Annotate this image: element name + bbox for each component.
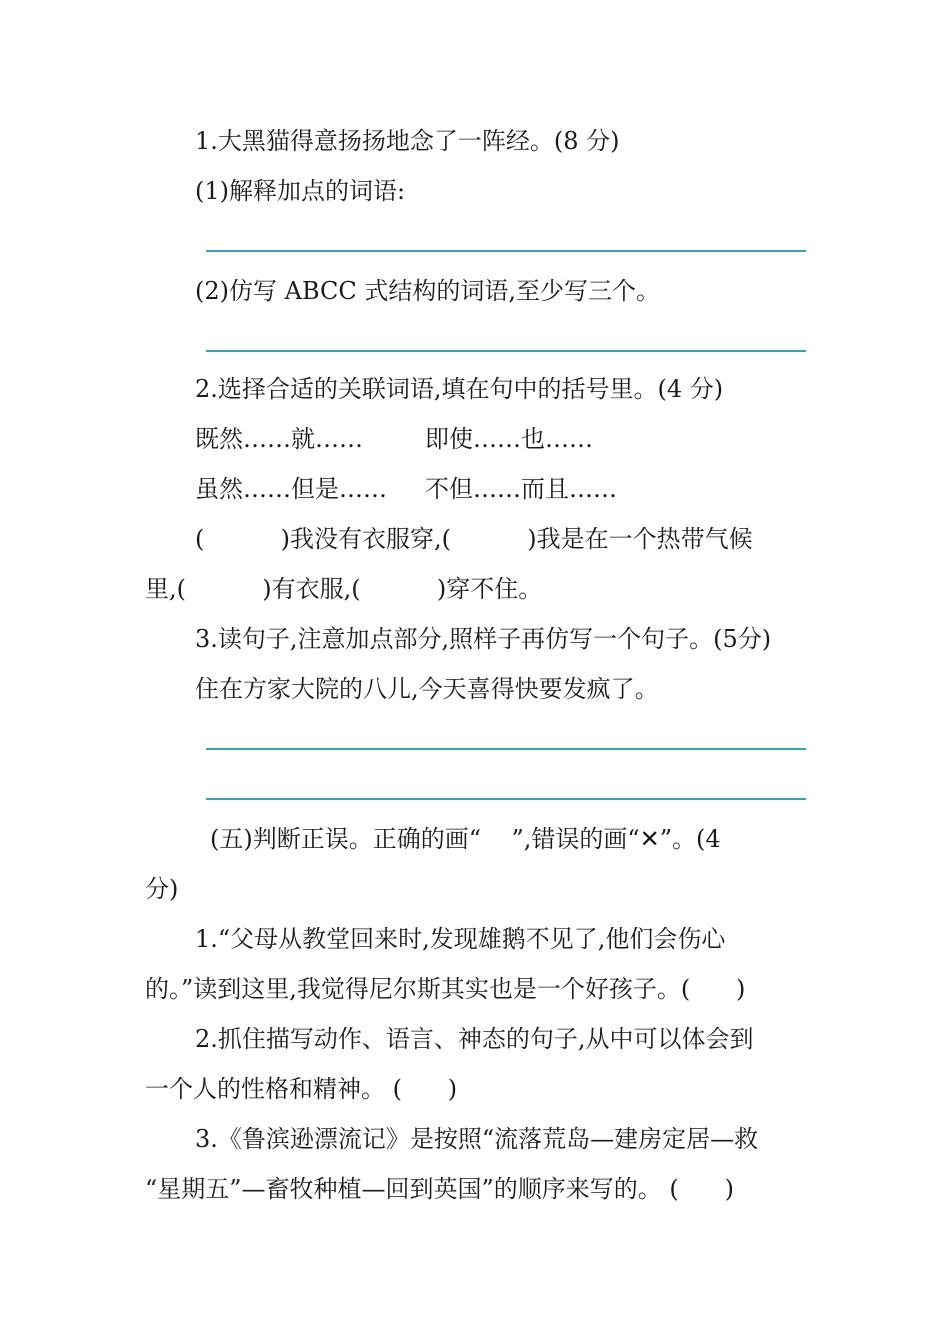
judge-item: 一个人的性格和精神。 ( ) [145,1075,458,1103]
judge-item: 3.《鲁滨逊漂流记》是按照“流落荒岛—建房定居—救 [195,1125,759,1153]
section5-title: 分) [145,875,179,903]
q3-title: 3.读句子,注意加点部分,照样子再仿写一个句子。(5分) [195,625,772,653]
answer-line[interactable] [206,350,806,352]
q2-sentence: ( )我没有衣服穿,( )我是在一个热带气候 [195,525,753,553]
judge-item: 2.抓住描写动作、语言、神态的句子,从中可以体会到 [195,1025,754,1053]
judge-item: 1.“父母从教堂回来时,发现雄鹅不见了,他们会伤心 [195,925,726,953]
q2-option: 虽然……但是…… [195,475,387,503]
answer-line[interactable] [206,798,806,800]
q2-option: 不但……而且…… [425,475,617,503]
q2-option: 既然……就…… [195,425,363,453]
section5-title: (五)判断正误。正确的画“ ”,错误的画“✕”。(4 [210,825,721,853]
answer-line[interactable] [206,748,806,750]
q2-sentence: 里,( )有衣服,( )穿不住。 [145,575,543,603]
answer-line[interactable] [206,250,806,252]
q1-sub1: (1)解释加点的词语: [195,177,406,205]
q1-sub2: (2)仿写 ABCC 式结构的词语,至少写三个。 [195,277,661,305]
q2-option: 即使……也…… [425,425,593,453]
q1-title: 1.大黑猫得意扬扬地念了一阵经。(8 分) [195,127,620,155]
judge-item: 的。”读到这里,我觉得尼尔斯其实也是一个好孩子。( ) [145,975,746,1003]
judge-item: “星期五”—畜牧种植—回到英国”的顺序来写的。 ( ) [145,1175,734,1203]
q2-title: 2.选择合适的关联词语,填在句中的括号里。(4 分) [195,375,724,403]
q3-example: 住在方家大院的八儿,今天喜得快要发疯了。 [195,675,659,703]
